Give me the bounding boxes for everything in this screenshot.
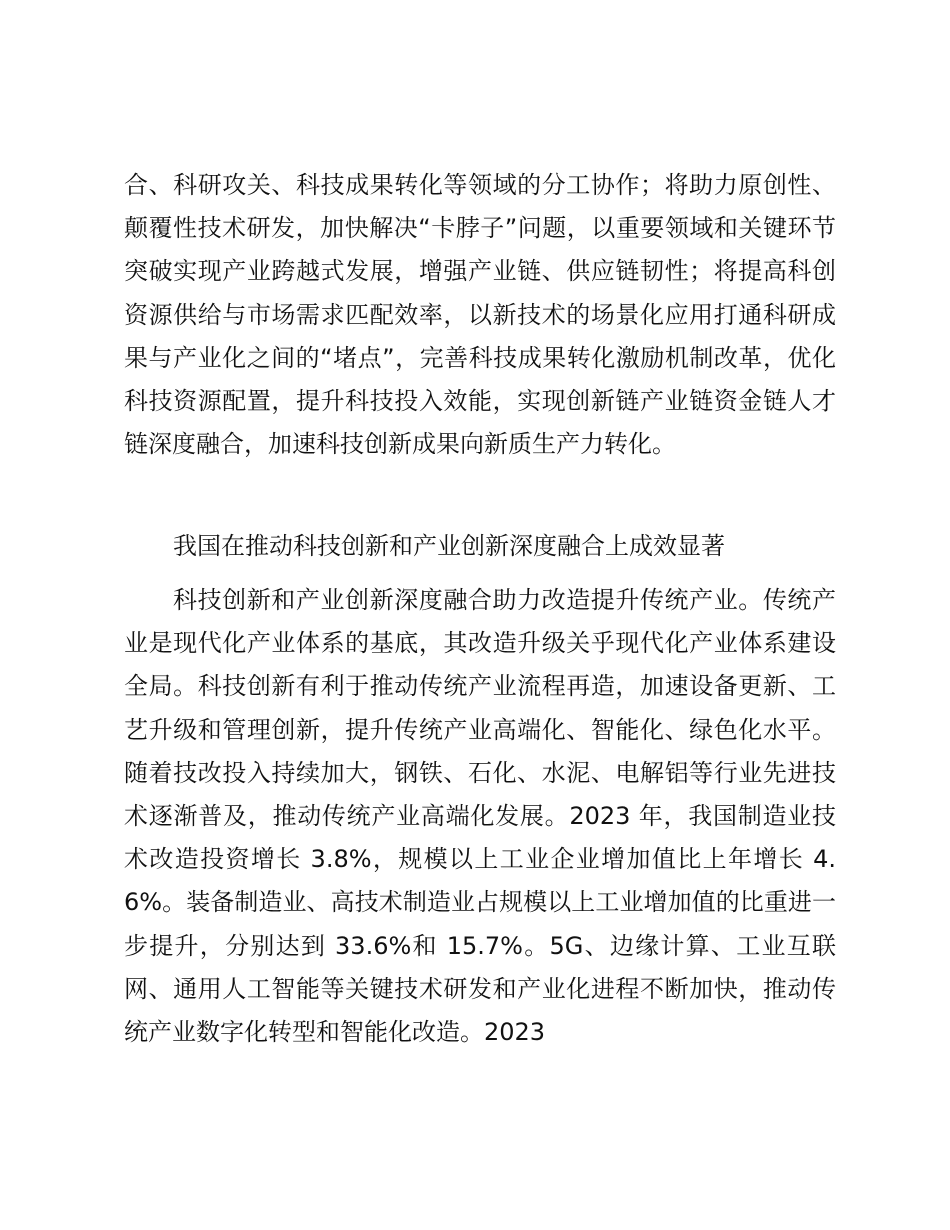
section-heading: 我国在推动科技创新和产业创新深度融合上成效显著 [173,532,725,560]
section-paragraph-block [124,579,836,1054]
continuation-paragraph: 合、科研攻关、科技成果转化等领域的分工协作；将助力原创性、颠覆性技术研发，加快解决“卡脖子”问题，以重要领域和关键环节突破实现产业跨越式发展，增强产业链、供应链韧性；将提高科创资源供给与市场需求匹配效率，以新技术的场景化应用打通科研成果与产业化之间的“堵点”，完善科技成果转化激励机制改革，优化科技资源配置，提升科技投入效能，实现创新链产业链资金链人才链深度融合，加速科技创新成果向新质生产力转化。 [124,171,836,459]
continuation-paragraph-block [124,164,836,466]
section-paragraph: 科技创新和产业创新深度融合助力改造提升传统产业。传统产业是现代化产业体系的基底，其改造升级关乎现代化产业体系建设全局。科技创新有利于推动传统产业流程再造，加速设备更新、工艺升级和管理创新，提升传统产业高端化、智能化、绿色化水平。随着技改投入持续加大，钢铁、石化、水泥、电解铝等行业先进技术逐渐普及，推动传统产业高端化发展。2023 年，我国制造业技术改造投资增长 3.8%，规模以上工业企业增加值比上年增长 4.6%。装备制造业、高技术制造业占规模以上工业增加值的比重进一步提升，分别达到 33.6%和 15.7%。5G、边缘计算、工业互联网、通用人工智能等关键技术研发和产业化进程不断加快，推动传统产业数字化转型和智能化改造。2023 [124,586,836,1047]
